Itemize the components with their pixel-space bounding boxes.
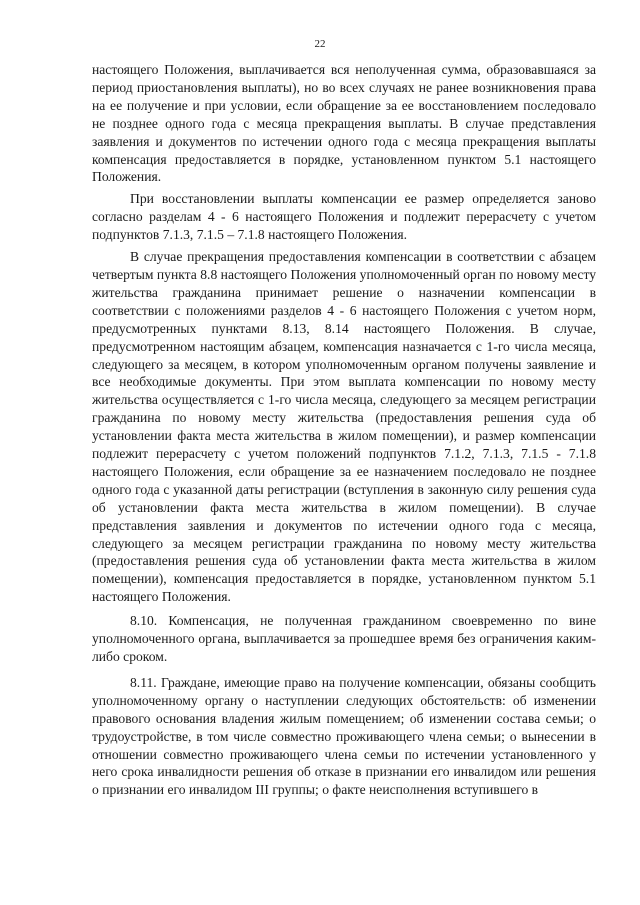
paragraph-8-11: 8.11. Граждане, имеющие право на получение компенсации, обязаны сообщить уполномоченному органу о наступлении следующих обстоятельств: об изменении правового основания владения жилым помещением; об изменении состава семьи; о трудоустройстве, в том числе совместно проживающего члена семьи; о вынесении в отношении совместно проживающего члена семьи по истечении установленного у него срока инвалидности решения об отказе в признании его инвалидом или решения о признании его инвалидом III группы; о факте неисполнения вступившего в (92, 674, 596, 798)
page-number: 22 (314, 38, 326, 50)
paragraph-8-10: 8.10. Компенсация, не полученная гражданином своевременно по вине уполномоченного органа, выплачивается за прошедшее время без ограничения каким-либо сроком. (92, 613, 596, 664)
paragraph-restoration: При восстановлении выплаты компенсации ее размер определяется заново согласно разделам 4 - 6 настоящего Положения и подлежит перерасчету с учетом подпунктов 7.1.3, 7.1.5 – 7.1.8 настоящего Положения. (92, 191, 596, 243)
paragraph-continuation: настоящего Положения, выплачивается вся неполученная сумма, образовавшаяся за период приостановления выплаты), но во всех случаях не ранее возникновения права на ее получение и при условии, если обращение за ее восстановлением последовало не позднее одного года с месяца прекращения выплаты. В случае представления заявления и документов по истечении одного года с месяца прекращения выплаты компенсация предоставляется в порядке, установленном пунктом 5.1 настоящего Положения. (92, 62, 596, 185)
document-body (92, 61, 596, 799)
paragraph-termination-case: В случае прекращения предоставления компенсации в соответствии с абзацем четвертым пункта 8.8 настоящего Положения уполномоченный орган по новому месту жительства гражданина принимает решение о назначении компенсации в соответствии с положениями разделов 4 - 6 настоящего Положения с учетом норм, предусмотренных пунктами 8.13, 8.14 настоящего Положения. В случае, предусмотренном настоящим абзацем, компенсация назначается с 1-го числа месяца, следующего за месяцем, в котором уполномоченным органом получены заявление и все необходимые документы. При этом выплата компенсации по новому месту жительства осуществляется с 1-го числа месяца, следующего за месяцем регистрации гражданина по новому месту жительства (предоставления решения суда об установлении факта места жительства в жилом помещении), и размер компенсации подлежит перерасчету с учетом положений подпунктов 7.1.2, 7.1.3, 7.1.5 - 7.1.8 настоящего Положения, если обращение за ее назначением последовало не позднее одного года с указанной даты регистрации (вступления в законную силу решения суда об установлении факта места жительства в жилом помещении). В случае представления заявления и документов по истечении одного года с месяца, следующего за месяцем регистрации гражданина по новому месту жительства (предоставления решения суда об установлении факта места жительства в жилом помещении), компенсация предоставляется в порядке, установленном пунктом 5.1 настоящего Положения. (92, 249, 596, 605)
